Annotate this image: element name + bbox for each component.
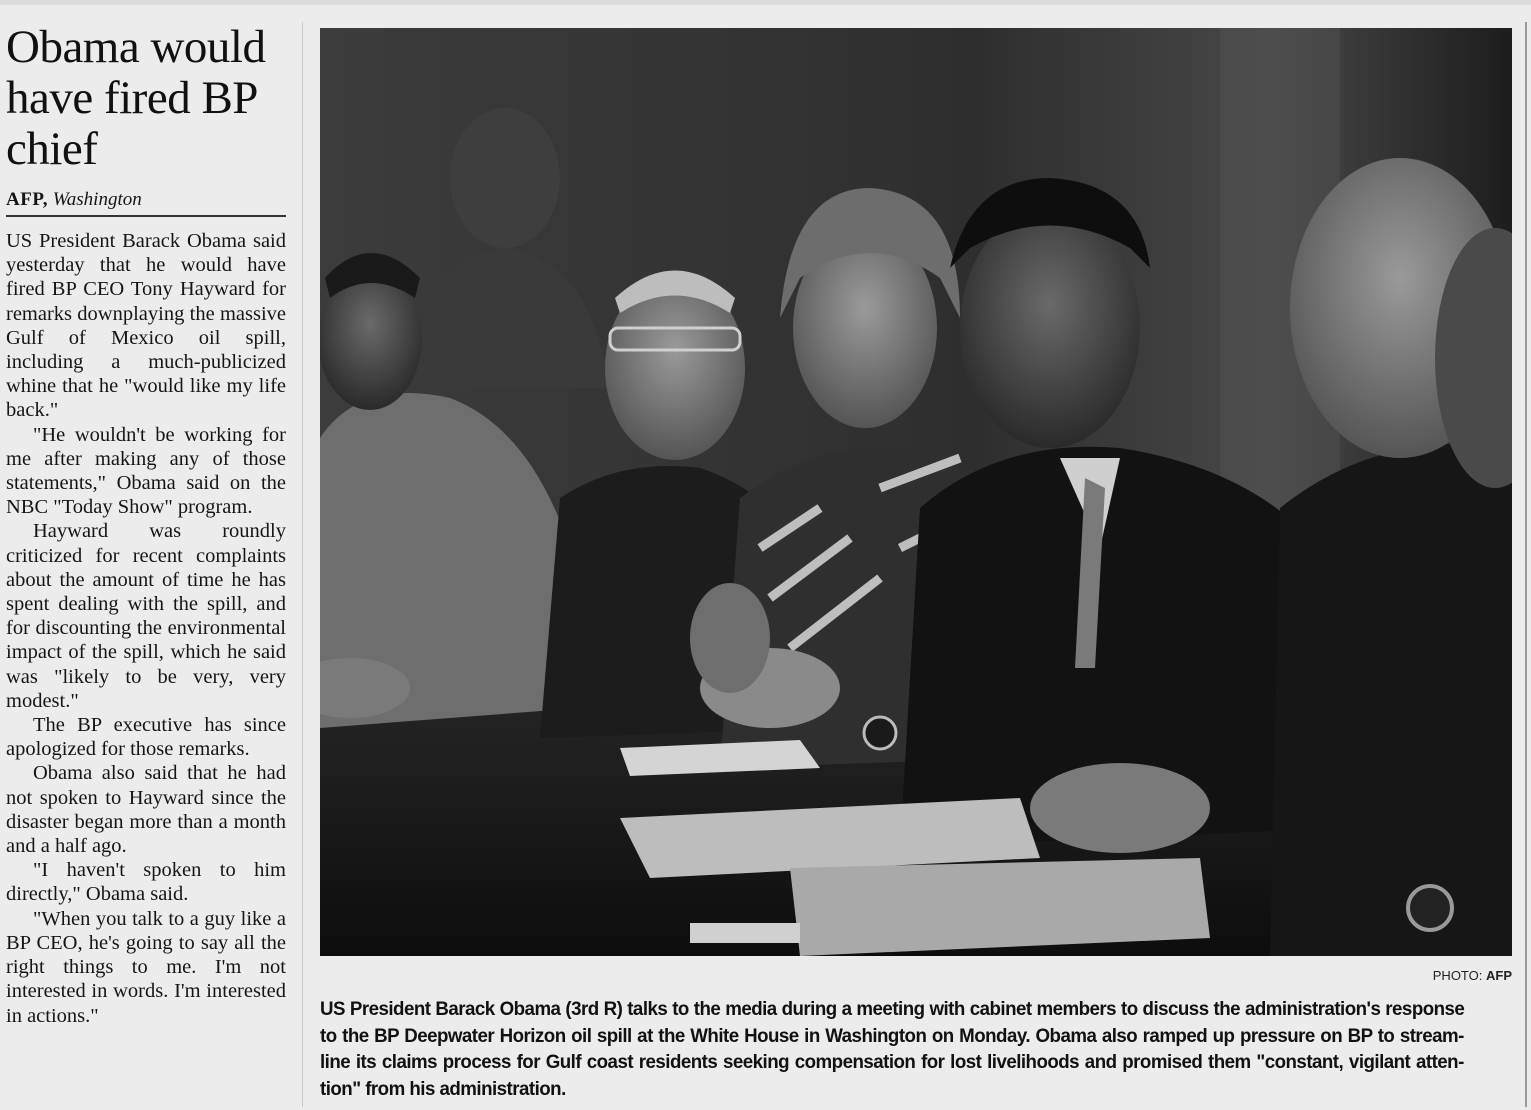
article-body <box>6 229 286 1028</box>
paragraph: Obama also said that he had not spoken to Hayward since the disaster began more than a month and a half ago. <box>6 762 286 858</box>
photo-credit <box>1300 968 1512 983</box>
byline-agency: AFP, <box>6 189 48 210</box>
news-photo <box>320 28 1512 956</box>
byline <box>6 189 286 217</box>
page-edge <box>1525 22 1527 1107</box>
article-column <box>6 22 286 1028</box>
photo-illustration <box>320 28 1512 956</box>
byline-place: Washington <box>52 189 142 210</box>
top-rule <box>0 0 1531 5</box>
column-divider <box>302 22 303 1107</box>
paragraph: US President Barack Obama said yesterday that he would have fired BP CEO Tony Hayward for remarks downplaying the massive Gulf of Mexico oil spill, including a much-publicized whine that he "would like my life back." <box>6 230 286 422</box>
paragraph: "He wouldn't be working for me after making any of those statements," Obama said on the NBC "Today Show" program. <box>6 423 286 519</box>
photo-credit-source: AFP <box>1486 968 1512 983</box>
photo-caption: US President Barack Obama (3rd R) talks to the media during a meeting with cabinet members to discuss the administration's response to the BP Deepwater Horizon oil spill at the White House in Washington on Monday. Obama also ramped up pressure on BP to streamline its claims process for Gulf coast residents seeking compensation for lost livelihoods and promised them "constant, vigilant attention" from his administration. <box>320 998 1465 1100</box>
paragraph: The BP executive has since apologized for those remarks. <box>6 714 286 761</box>
paragraph: Hayward was roundly criticized for recent complaints about the amount of time he has spent dealing with the spill, and for discounting the environmental impact of the spill, which he said was "likely to be very, very modest." <box>6 520 286 712</box>
paragraph: "When you talk to a guy like a BP CEO, he's going to say all the right things to me. I'm not interested in words. I'm interested in actions." <box>6 907 286 1027</box>
photo-credit-label: PHOTO: <box>1432 968 1483 983</box>
headline: Obama would have fired BP chief <box>6 21 266 175</box>
paragraph: "I haven't spoken to him directly," Obama said. <box>6 859 286 906</box>
